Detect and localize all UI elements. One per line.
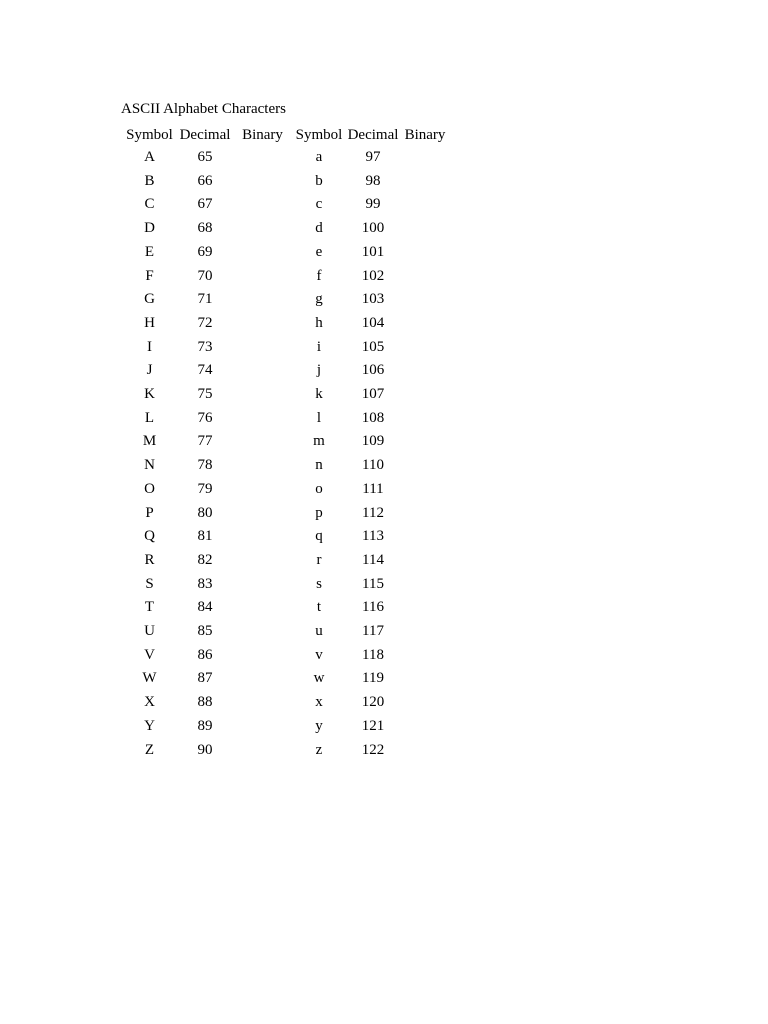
upper-decimal-cell: 77 — [197, 433, 213, 450]
upper-symbol-cell: J — [146, 362, 153, 379]
lower-decimal-cell: 100 — [361, 220, 385, 237]
lower-symbol-cell: q — [315, 528, 323, 545]
lower-symbol-cell: b — [315, 172, 323, 189]
lower-symbol-cell: d — [315, 220, 323, 237]
table-row — [121, 691, 449, 715]
lower-symbol-cell: v — [315, 646, 323, 663]
upper-binary-cell — [232, 265, 293, 289]
lower-binary-cell — [401, 241, 449, 265]
upper-binary-cell — [232, 549, 293, 573]
lower-decimal-cell: 113 — [362, 528, 384, 545]
upper-decimal-cell: 80 — [197, 504, 213, 521]
table-row — [121, 265, 449, 289]
table-row — [121, 620, 449, 644]
upper-decimal-cell: 66 — [197, 172, 213, 189]
upper-symbol-cell: V — [144, 646, 155, 663]
upper-decimal-cell: 84 — [197, 599, 213, 616]
upper-binary-cell — [232, 217, 293, 241]
upper-binary-cell — [232, 667, 293, 691]
lower-decimal-cell: 104 — [361, 314, 385, 331]
lower-binary-cell — [401, 336, 449, 360]
lower-symbol-cell: l — [316, 409, 322, 426]
upper-symbol-cell: S — [145, 575, 154, 592]
lower-binary-cell — [401, 573, 449, 597]
lower-decimal-cell: 107 — [361, 386, 385, 403]
upper-binary-cell — [232, 573, 293, 597]
upper-binary-cell — [232, 596, 293, 620]
upper-symbol-cell: P — [145, 504, 154, 521]
table-row — [121, 478, 449, 502]
lower-symbol-cell: a — [315, 149, 323, 165]
upper-symbol-cell: A — [144, 149, 155, 165]
table-row — [121, 430, 449, 454]
lower-decimal-cell: 98 — [365, 172, 381, 189]
header-symbol-lower: Symbol — [295, 127, 343, 143]
lower-symbol-cell: r — [316, 551, 322, 568]
lower-decimal-cell: 101 — [361, 243, 385, 260]
lower-binary-cell — [401, 359, 449, 383]
upper-binary-cell — [232, 170, 293, 194]
table-row — [121, 573, 449, 597]
upper-binary-cell — [232, 502, 293, 526]
lower-decimal-cell: 108 — [361, 409, 385, 426]
lower-decimal-cell: 112 — [362, 504, 384, 521]
upper-symbol-cell: O — [144, 480, 155, 497]
upper-decimal-cell: 76 — [197, 409, 213, 426]
table-row — [121, 146, 449, 170]
upper-binary-cell — [232, 383, 293, 407]
lower-binary-cell — [401, 549, 449, 573]
lower-decimal-cell: 122 — [361, 741, 385, 758]
lower-symbol-cell: p — [315, 504, 323, 521]
lower-symbol-cell: x — [315, 694, 323, 711]
lower-symbol-cell: m — [313, 433, 325, 450]
lower-symbol-cell: n — [315, 457, 323, 474]
upper-symbol-cell: K — [144, 386, 155, 403]
lower-binary-cell — [401, 170, 449, 194]
table-header — [121, 124, 449, 146]
document-title: ASCII Alphabet Characters — [121, 101, 286, 117]
upper-decimal-cell: 73 — [197, 338, 213, 355]
lower-decimal-cell: 99 — [365, 196, 381, 213]
upper-binary-cell — [232, 241, 293, 265]
lower-decimal-cell: 119 — [362, 670, 384, 687]
upper-decimal-cell: 78 — [197, 457, 213, 474]
lower-decimal-cell: 110 — [362, 457, 384, 474]
header-decimal-upper: Decimal — [179, 127, 231, 143]
ascii-table — [121, 124, 449, 762]
table-row — [121, 525, 449, 549]
upper-symbol-cell: N — [144, 457, 155, 474]
upper-binary-cell — [232, 691, 293, 715]
lower-decimal-cell: 115 — [362, 575, 384, 592]
lower-decimal-cell: 118 — [362, 646, 384, 663]
upper-decimal-cell: 65 — [197, 149, 213, 165]
upper-decimal-cell: 79 — [197, 480, 213, 497]
lower-binary-cell — [401, 217, 449, 241]
upper-symbol-cell: I — [147, 338, 152, 355]
table-row — [121, 549, 449, 573]
header-decimal-lower: Decimal — [347, 127, 399, 143]
table-row — [121, 383, 449, 407]
header-binary-upper: Binary — [242, 127, 283, 143]
lower-symbol-cell: o — [315, 480, 323, 497]
upper-decimal-cell: 74 — [197, 362, 213, 379]
upper-decimal-cell: 86 — [197, 646, 213, 663]
table-row — [121, 596, 449, 620]
lower-decimal-cell: 105 — [361, 338, 385, 355]
lower-decimal-cell: 120 — [361, 694, 385, 711]
header-symbol-upper: Symbol — [126, 127, 173, 143]
lower-binary-cell — [401, 193, 449, 217]
lower-binary-cell — [401, 383, 449, 407]
table-row — [121, 454, 449, 478]
lower-symbol-cell: k — [315, 386, 323, 403]
table-row — [121, 715, 449, 739]
lower-decimal-cell: 106 — [361, 362, 385, 379]
table-row — [121, 312, 449, 336]
table-row — [121, 170, 449, 194]
table-body — [121, 146, 449, 762]
upper-symbol-cell: L — [144, 409, 155, 426]
lower-binary-cell — [401, 620, 449, 644]
lower-binary-cell — [401, 667, 449, 691]
lower-binary-cell — [401, 454, 449, 478]
upper-symbol-cell: W — [142, 670, 157, 687]
upper-binary-cell — [232, 739, 293, 763]
lower-binary-cell — [401, 312, 449, 336]
lower-decimal-cell: 102 — [361, 267, 385, 284]
upper-symbol-cell: R — [144, 551, 155, 568]
upper-binary-cell — [232, 193, 293, 217]
upper-binary-cell — [232, 146, 293, 170]
lower-binary-cell — [401, 715, 449, 739]
table-row — [121, 193, 449, 217]
lower-symbol-cell: t — [316, 599, 322, 616]
lower-symbol-cell: u — [315, 623, 323, 640]
table-row — [121, 359, 449, 383]
table-row — [121, 739, 449, 763]
upper-binary-cell — [232, 478, 293, 502]
header-row — [121, 124, 449, 146]
upper-binary-cell — [232, 454, 293, 478]
upper-symbol-cell: B — [144, 172, 155, 189]
lower-decimal-cell: 109 — [361, 433, 385, 450]
upper-decimal-cell: 88 — [197, 694, 213, 711]
upper-symbol-cell: Y — [144, 717, 155, 734]
upper-symbol-cell: H — [144, 314, 155, 331]
upper-decimal-cell: 81 — [197, 528, 213, 545]
lower-symbol-cell: s — [316, 575, 322, 592]
table-row — [121, 336, 449, 360]
upper-decimal-cell: 83 — [197, 575, 213, 592]
upper-symbol-cell: F — [145, 267, 154, 284]
table-row — [121, 288, 449, 312]
table-row — [121, 217, 449, 241]
upper-symbol-cell: Z — [144, 741, 155, 758]
upper-decimal-cell: 72 — [197, 314, 213, 331]
lower-decimal-cell: 121 — [361, 717, 385, 734]
upper-symbol-cell: T — [144, 599, 155, 616]
lower-symbol-cell: y — [315, 717, 323, 734]
lower-decimal-cell: 117 — [362, 623, 384, 640]
upper-decimal-cell: 82 — [197, 551, 213, 568]
upper-decimal-cell: 69 — [197, 243, 213, 260]
table-row — [121, 502, 449, 526]
upper-symbol-cell: Q — [144, 528, 155, 545]
lower-symbol-cell: i — [316, 338, 322, 355]
upper-symbol-cell: E — [144, 243, 155, 260]
lower-binary-cell — [401, 430, 449, 454]
lower-decimal-cell: 111 — [362, 480, 384, 497]
upper-binary-cell — [232, 407, 293, 431]
lower-binary-cell — [401, 478, 449, 502]
upper-decimal-cell: 71 — [197, 291, 213, 308]
lower-binary-cell — [401, 644, 449, 668]
lower-binary-cell — [401, 265, 449, 289]
upper-symbol-cell: M — [142, 433, 157, 450]
lower-binary-cell — [401, 525, 449, 549]
upper-decimal-cell: 90 — [197, 741, 213, 758]
lower-binary-cell — [401, 502, 449, 526]
upper-symbol-cell: C — [144, 196, 155, 213]
upper-symbol-cell: X — [144, 694, 155, 711]
lower-symbol-cell: f — [316, 267, 322, 284]
upper-decimal-cell: 89 — [197, 717, 213, 734]
upper-binary-cell — [232, 288, 293, 312]
table-row — [121, 667, 449, 691]
upper-decimal-cell: 68 — [197, 220, 213, 237]
upper-decimal-cell: 85 — [197, 623, 213, 640]
upper-decimal-cell: 67 — [197, 196, 213, 213]
table-row — [121, 241, 449, 265]
lower-binary-cell — [401, 146, 449, 170]
upper-binary-cell — [232, 312, 293, 336]
upper-decimal-cell: 70 — [197, 267, 213, 284]
lower-symbol-cell: h — [315, 314, 323, 331]
header-binary-lower: Binary — [404, 127, 446, 143]
lower-symbol-cell: g — [315, 291, 323, 308]
lower-symbol-cell: w — [313, 670, 325, 687]
upper-symbol-cell: G — [144, 291, 155, 308]
upper-binary-cell — [232, 644, 293, 668]
lower-binary-cell — [401, 407, 449, 431]
upper-binary-cell — [232, 359, 293, 383]
table-row — [121, 644, 449, 668]
lower-binary-cell — [401, 596, 449, 620]
upper-binary-cell — [232, 525, 293, 549]
upper-symbol-cell: D — [144, 220, 155, 237]
upper-binary-cell — [232, 336, 293, 360]
upper-symbol-cell: U — [144, 623, 155, 640]
lower-binary-cell — [401, 739, 449, 763]
upper-binary-cell — [232, 715, 293, 739]
lower-symbol-cell: z — [315, 741, 323, 758]
lower-decimal-cell: 97 — [365, 149, 381, 165]
lower-symbol-cell: c — [315, 196, 323, 213]
table-row — [121, 407, 449, 431]
lower-symbol-cell: e — [315, 243, 323, 260]
upper-binary-cell — [232, 430, 293, 454]
upper-decimal-cell: 87 — [197, 670, 213, 687]
lower-binary-cell — [401, 691, 449, 715]
lower-decimal-cell: 114 — [362, 551, 384, 568]
lower-binary-cell — [401, 288, 449, 312]
lower-decimal-cell: 116 — [362, 599, 384, 616]
lower-symbol-cell: j — [316, 362, 322, 379]
upper-binary-cell — [232, 620, 293, 644]
upper-decimal-cell: 75 — [197, 386, 213, 403]
lower-decimal-cell: 103 — [361, 291, 385, 308]
